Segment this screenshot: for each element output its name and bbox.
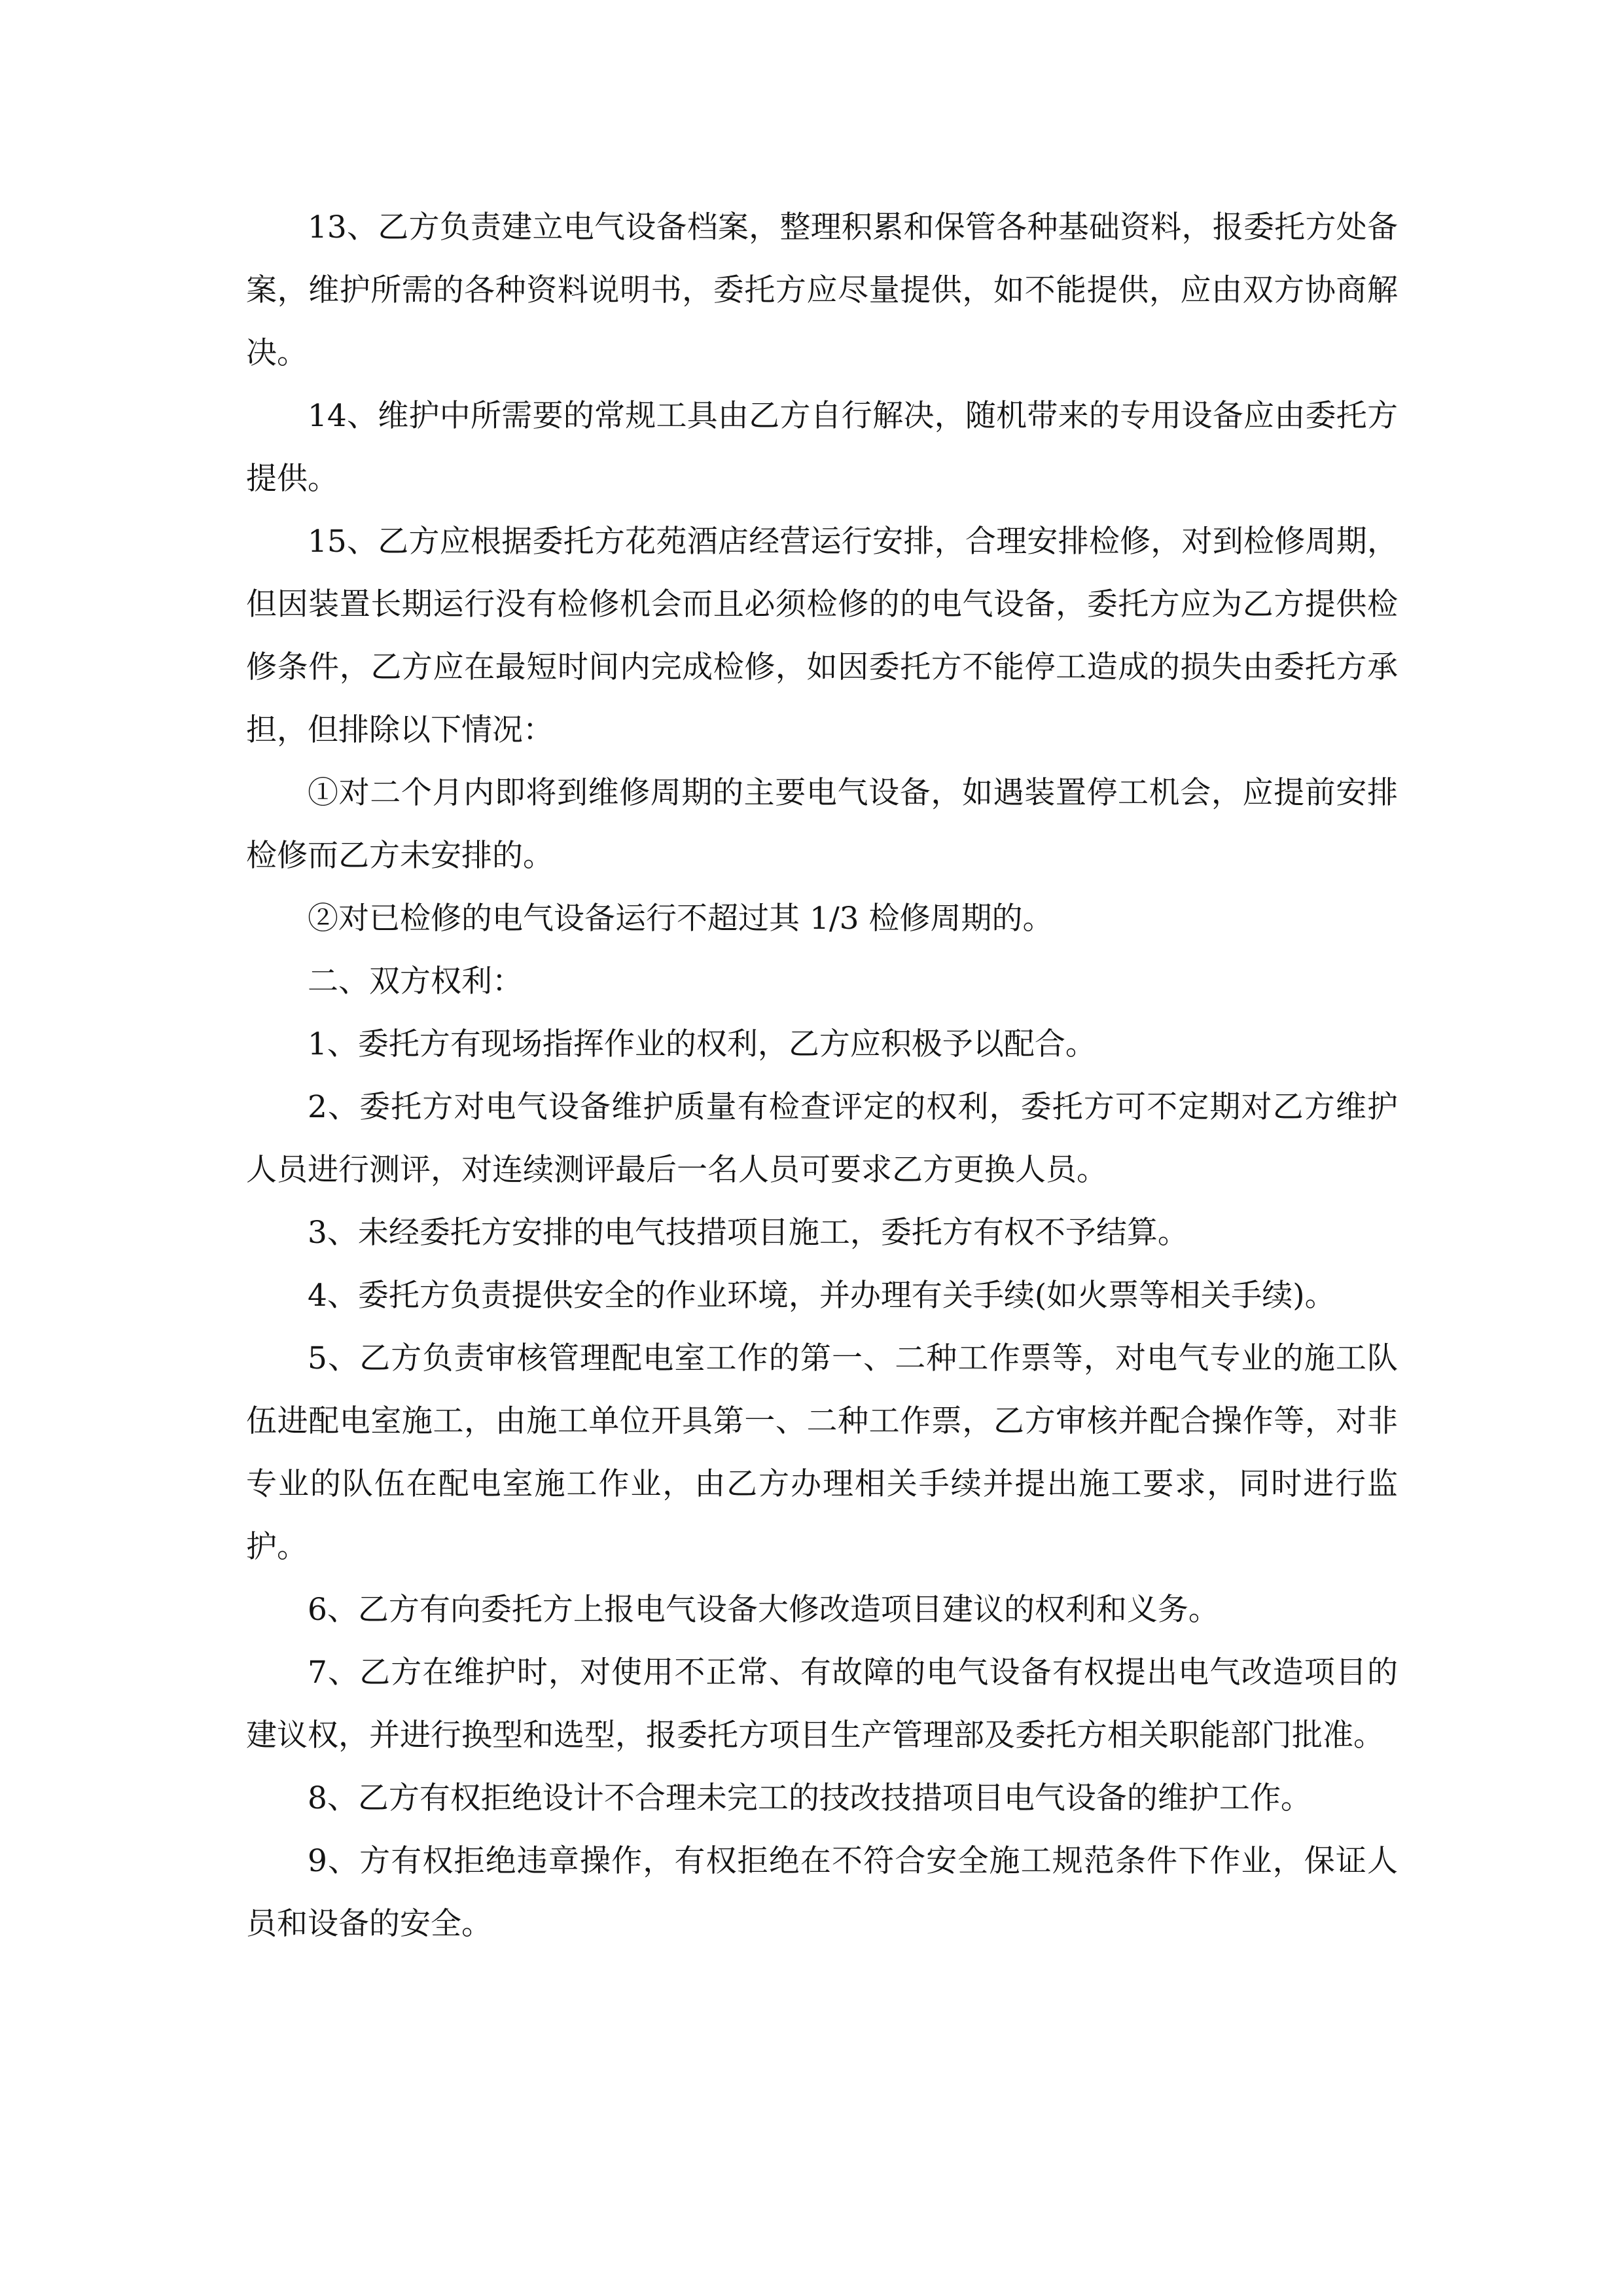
- paragraph-right-4: 4、委托方负责提供安全的作业环境，并办理有关手续(如火票等相关手续)。: [308, 1278, 1336, 1314]
- paragraph-exception-1: ①对二个月内即将到维修周期的主要电气设备，如遇装置停工机会，应提前安排检修而乙方未安排的。: [246, 775, 1398, 874]
- paragraph-right-3: 3、未经委托方安排的电气技措项目施工，委托方有权不予结算。: [308, 1215, 1188, 1251]
- paragraph-right-6: 6、乙方有向委托方上报电气设备大修改造项目建议的权利和义务。: [308, 1592, 1219, 1628]
- paragraph-right-8: 8、乙方有权拒绝设计不合理未完工的技改技措项目电气设备的维护工作。: [308, 1780, 1311, 1816]
- paragraph-item-15: 15、乙方应根据委托方花苑酒店经营运行安排，合理安排检修，对到检修周期，但因装置长期运行没有检修机会而且必须检修的的电气设备，委托方应为乙方提供检修条件，乙方应在最短时间内完成检修，如因委托方不能停工造成的损失由委托方承担，但排除以下情况：: [246, 524, 1398, 748]
- paragraph-right-2: 2、委托方对电气设备维护质量有检查评定的权利，委托方可不定期对乙方维护人员进行测评，对连续测评最后一名人员可要求乙方更换人员。: [246, 1089, 1398, 1188]
- paragraph-right-5: 5、乙方负责审核管理配电室工作的第一、二种工作票等，对电气专业的施工队伍进配电室施工，由施工单位开具第一、二种工作票，乙方审核并配合操作等，对非专业的队伍在配电室施工作业，由乙方办理相关手续并提出施工要求，同时进行监护。: [246, 1340, 1398, 1565]
- paragraph-item-13: 13、乙方负责建立电气设备档案，整理积累和保管各种基础资料，报委托方处备案，维护所需的各种资料说明书，委托方应尽量提供，如不能提供，应由双方协商解决。: [246, 209, 1398, 371]
- section-heading-rights: 二、双方权利：: [308, 963, 523, 999]
- paragraph-right-1: 1、委托方有现场指挥作业的权利，乙方应积极予以配合。: [308, 1026, 1096, 1062]
- paragraph-right-9: 9、方有权拒绝违章操作，有权拒绝在不符合安全施工规范条件下作业，保证人员和设备的安全。: [246, 1843, 1398, 1942]
- paragraph-item-14: 14、维护中所需要的常规工具由乙方自行解决，随机带来的专用设备应由委托方提供。: [246, 398, 1398, 497]
- paragraph-exception-2: ②对已检修的电气设备运行不超过其 1/3 检修周期的。: [308, 901, 1054, 937]
- paragraph-right-7: 7、乙方在维护时，对使用不正常、有故障的电气设备有权提出电气改造项目的建议权，并进行换型和选型，报委托方项目生产管理部及委托方相关职能部门批准。: [246, 1655, 1398, 1753]
- document-body: [246, 196, 1398, 1956]
